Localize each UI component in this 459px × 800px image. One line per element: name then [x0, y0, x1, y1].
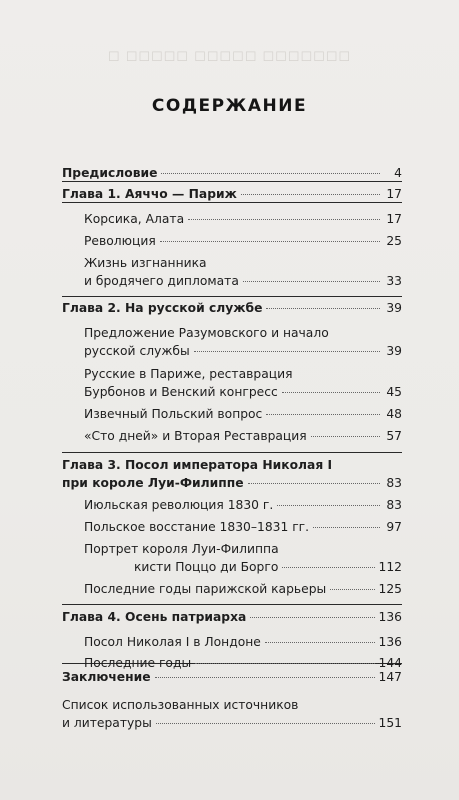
- toc-entry-chapter-3[interactable]: [62, 456, 402, 492]
- dot-leader: [161, 173, 380, 174]
- toc-entry-text: Извечный Польский вопрос: [84, 407, 263, 421]
- toc-entry-text-line: Предложение Разумовского и начало: [84, 326, 329, 340]
- toc-entry-corsica[interactable]: [84, 210, 402, 228]
- bleed-through-text: ☐ ☐☐☐☐☐ ☐☐☐☐☐ ☐☐☐☐☐☐☐: [107, 50, 352, 65]
- dot-leader: [243, 281, 380, 282]
- toc-entry-text: Посол Николая I в Лондоне: [84, 635, 261, 649]
- toc-entry-chapter-1[interactable]: [62, 185, 402, 203]
- dot-leader: [188, 219, 380, 220]
- toc-entry-polish-question[interactable]: [84, 405, 402, 423]
- toc-page-number: 125: [378, 582, 402, 596]
- toc-page-number: 112: [378, 560, 402, 574]
- toc-entry-text: «Сто дней» и Вторая Реставрация: [84, 429, 307, 443]
- toc-entry-preface[interactable]: [62, 164, 402, 182]
- dot-leader: [282, 567, 374, 568]
- toc-page-number: 97: [386, 520, 402, 534]
- toc-page-number: 83: [386, 476, 402, 490]
- toc-entry-chapter-4[interactable]: [62, 608, 402, 626]
- toc-entry-text: Последние годы парижской карьеры: [84, 582, 327, 596]
- toc-page-number: 17: [386, 212, 402, 226]
- toc-page-number: 33: [386, 274, 402, 288]
- toc-page-number: 48: [386, 407, 402, 421]
- toc-entry-text: Бурбонов и Венский конгресс: [84, 385, 278, 399]
- dot-leader: [265, 642, 375, 643]
- toc-entry-text: и бродячего дипломата: [84, 274, 239, 288]
- toc-entry-conclusion[interactable]: [62, 668, 402, 686]
- toc-entry-text-line: Список использованных источников: [62, 698, 299, 712]
- toc-entry-razumovsky[interactable]: [84, 324, 402, 360]
- dot-leader: [195, 663, 374, 664]
- toc-entry-chapter-2[interactable]: [62, 299, 402, 317]
- dot-leader: [266, 308, 380, 309]
- toc-page-number: 147: [378, 670, 402, 684]
- toc-entry-text: Революция: [84, 234, 156, 248]
- toc-page-number: 57: [386, 429, 402, 443]
- toc-entry-exile[interactable]: [84, 254, 402, 290]
- divider: [62, 452, 402, 453]
- toc-entry-text: Польское восстание 1830–1831 гг.: [84, 520, 310, 534]
- dot-leader: [250, 617, 374, 618]
- toc-page-number: 144: [378, 656, 402, 670]
- dot-leader: [155, 677, 375, 678]
- divider: [62, 296, 402, 297]
- toc-page-number: 136: [378, 610, 402, 624]
- toc-entry-london[interactable]: [84, 633, 402, 651]
- toc-entry-revolution[interactable]: [84, 232, 402, 250]
- toc-page-number: 45: [386, 385, 402, 399]
- toc-entry-portrait[interactable]: [84, 540, 402, 576]
- toc-page-number: 136: [378, 635, 402, 649]
- dot-leader: [313, 527, 380, 528]
- toc-entry-text-line: Глава 3. Посол императора Николая I: [62, 458, 333, 472]
- toc-entry-text: Последние годы: [84, 656, 192, 670]
- toc-entry-text-line: Русские в Париже, реставрация: [84, 367, 293, 381]
- toc-entry-text: Глава 1. Аяччо — Париж: [62, 187, 237, 201]
- toc-entry-text: Глава 4. Осень патриарха: [62, 610, 247, 624]
- toc-entry-text: кисти Поццо ди Борго: [134, 560, 279, 574]
- toc-entry-text-line: Портрет короля Луи-Филиппа: [84, 542, 279, 556]
- toc-entry-last-paris-years[interactable]: [84, 580, 402, 598]
- toc-entry-text: Корсика, Алата: [84, 212, 185, 226]
- dot-leader: [160, 241, 380, 242]
- dot-leader: [241, 194, 380, 195]
- toc-entry-bibliography[interactable]: [62, 696, 402, 732]
- dot-leader: [248, 483, 380, 484]
- dot-leader: [277, 505, 380, 506]
- toc-entry-text: Предисловие: [62, 166, 158, 180]
- toc-entry-russians-in-paris[interactable]: [84, 365, 402, 401]
- toc-entry-text: русской службы: [84, 344, 190, 358]
- dot-leader: [156, 723, 375, 724]
- dot-leader: [194, 351, 380, 352]
- toc-entry-hundred-days[interactable]: [84, 427, 402, 445]
- toc-entry-polish-uprising[interactable]: [84, 518, 402, 536]
- toc-entry-text-line: Жизнь изгнанника: [84, 256, 207, 270]
- toc-page-number: 83: [386, 498, 402, 512]
- toc-entry-text: Июльская революция 1830 г.: [84, 498, 274, 512]
- toc-page-number: 39: [386, 301, 402, 315]
- dot-leader: [266, 414, 380, 415]
- toc-page-number: 17: [386, 187, 402, 201]
- toc-page-number: 4: [394, 166, 402, 180]
- toc-entry-text: Заключение: [62, 670, 151, 684]
- toc-entry-text: Глава 2. На русской службе: [62, 301, 263, 315]
- toc-entry-text: и литературы: [62, 716, 152, 730]
- divider: [62, 604, 402, 605]
- toc-page-number: 39: [386, 344, 402, 358]
- toc-entry-july-revolution[interactable]: [84, 496, 402, 514]
- dot-leader: [330, 589, 374, 590]
- toc-page-number: 151: [378, 716, 402, 730]
- dot-leader: [311, 436, 380, 437]
- contents-heading: СОДЕРЖАНИЕ: [151, 96, 308, 116]
- toc-entry-text: при короле Луи-Филиппе: [62, 476, 244, 490]
- toc-page-number: 25: [386, 234, 402, 248]
- dot-leader: [282, 392, 380, 393]
